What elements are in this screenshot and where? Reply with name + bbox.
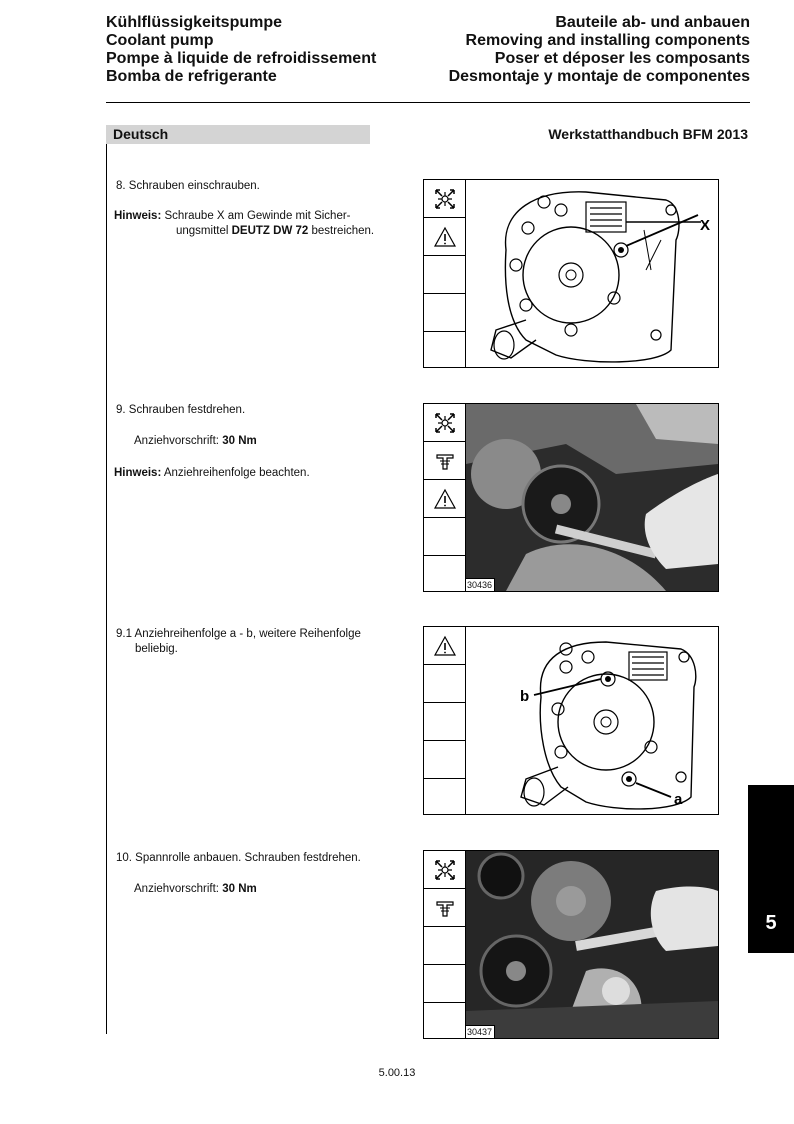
assembly-icon [424,851,465,889]
figure-number: 30437 [466,1025,495,1038]
icon-column [424,627,466,814]
subtitle-fr: Poser et déposer les composants [494,50,750,67]
section-tab-number: 5 [765,912,777,934]
note-text: bestreichen. [308,225,375,237]
note-text: ungsmittel [176,225,232,237]
step-10-torque [134,882,257,897]
pump-drawing-sequence [466,627,718,814]
manual-title: Werkstatthandbuch BFM 2013 [548,126,748,142]
title-fr: Pompe à liquide de refroidissement [106,50,377,67]
empty-icon-cell [424,927,465,965]
torque-wrench-icon [424,889,465,927]
empty-icon-cell [424,518,465,556]
torque-value: 30 Nm [222,883,257,895]
label-b: b [520,688,530,705]
icon-column [424,180,466,367]
icon-column [424,851,466,1038]
torque-value: 30 Nm [222,435,257,447]
title-en: Coolant pump [106,32,214,49]
subtitle-de: Bauteile ab- und anbauen [555,14,750,31]
subtitle-en: Removing and installing components [465,32,750,49]
note-label: Hinweis: [114,467,162,479]
note-text: Anziehreihenfolge beachten. [163,467,310,479]
step-8-note [114,209,351,224]
step-9-note [114,466,310,481]
label-a: a [674,791,683,808]
empty-icon-cell [424,332,465,367]
assembly-icon [424,180,465,218]
product-name: DEUTZ DW 72 [231,225,309,237]
empty-icon-cell [424,741,465,779]
header-left [106,14,376,86]
step-9: 9. Schrauben festdrehen. [116,404,246,416]
empty-icon-cell [424,294,465,332]
section-tab [748,785,794,953]
step-9-torque [134,434,257,449]
pump-drawing [466,180,718,367]
caution-icon [424,480,465,518]
figure-step-10 [423,850,719,1039]
engine-photo [466,851,718,1038]
step-8: 8. Schrauben einschrauben. [116,180,260,192]
empty-icon-cell [424,665,465,703]
figure-step-8 [423,179,719,368]
engine-photo [466,404,718,591]
step-9-1: 9.1 Anziehreihenfolge a - b, weitere Reihenfolge [116,628,361,640]
header-right [449,14,750,86]
step-10: 10. Spannrolle anbauen. Schrauben festdrehen. [116,852,361,864]
empty-icon-cell [424,779,465,814]
language-label: Deutsch [106,125,370,144]
step-9-1-cont: beliebig. [135,643,178,655]
torque-label: Anziehvorschrift: [134,883,223,895]
margin-line [106,144,107,1034]
torque-wrench-icon [424,442,465,480]
figure-step-9-1 [423,626,719,815]
empty-icon-cell [424,256,465,294]
torque-label: Anziehvorschrift: [134,435,223,447]
assembly-icon [424,404,465,442]
empty-icon-cell [424,556,465,591]
icon-column [424,404,466,591]
label-x: X [700,217,711,234]
empty-icon-cell [424,965,465,1003]
note-label: Hinweis: [114,210,162,222]
caution-icon [424,627,465,665]
caution-icon [424,218,465,256]
subtitle-es: Desmontaje y montaje de componentes [448,68,750,85]
note-text: Schraube X am Gewinde mit Sicher- [164,210,351,222]
figure-number: 30436 [466,578,495,591]
title-es: Bomba de refrigerante [106,68,277,85]
empty-icon-cell [424,1003,465,1038]
step-8-note-cont [176,224,374,239]
page-number: 5.00.13 [378,1067,416,1079]
figure-step-9 [423,403,719,592]
header-rule [106,102,750,103]
empty-icon-cell [424,703,465,741]
title-de: Kühlflüssigkeitspumpe [106,14,283,31]
